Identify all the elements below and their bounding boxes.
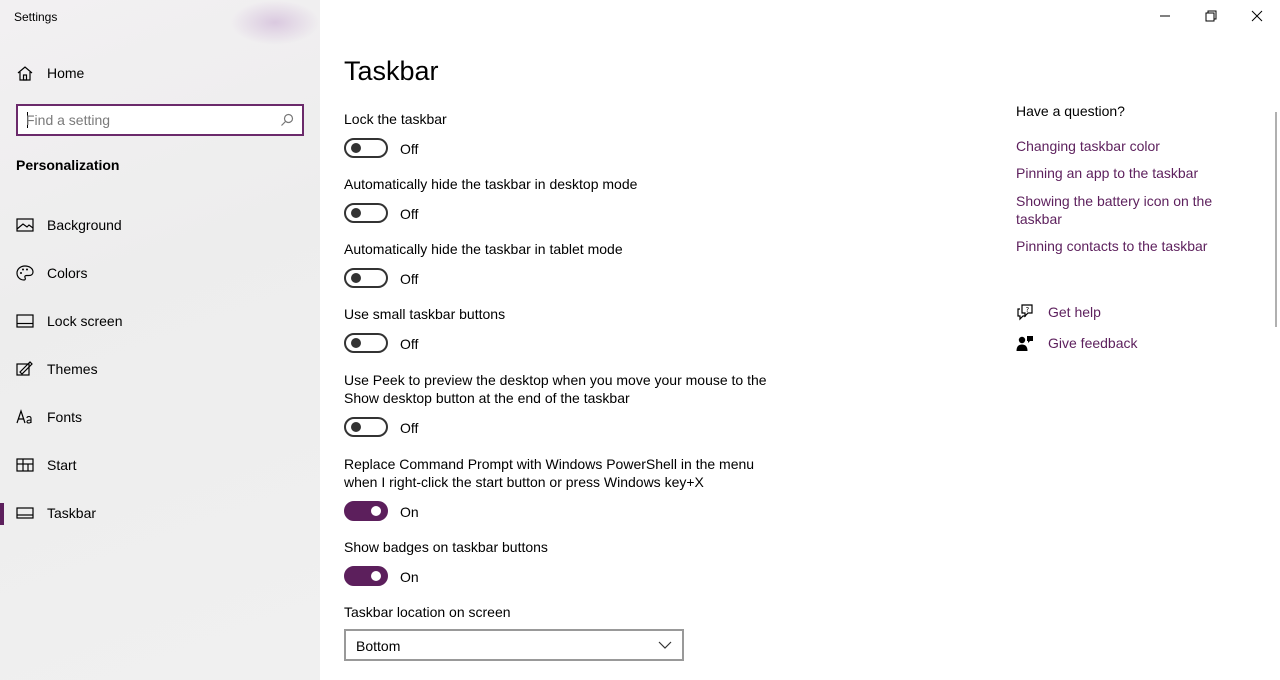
- section-title: Personalization: [16, 157, 120, 173]
- toggle-knob: [351, 273, 361, 283]
- chevron-down-icon: [658, 639, 672, 651]
- sidebar-item-label: Start: [47, 457, 77, 473]
- toggle-knob: [371, 506, 381, 516]
- toggle-state-text: Off: [400, 420, 419, 436]
- toggle-knob: [351, 422, 361, 432]
- setting-label-autohide-desktop: Automatically hide the taskbar in desktop mode: [344, 176, 638, 192]
- restore-button[interactable]: [1188, 0, 1234, 32]
- toggle-lock-taskbar[interactable]: [344, 138, 388, 158]
- toggle-knob: [351, 338, 361, 348]
- taskbar-icon: [16, 505, 34, 521]
- toggle-badges[interactable]: [344, 566, 388, 586]
- help-link-battery-icon[interactable]: Showing the battery icon on the taskbar: [1016, 193, 1213, 227]
- minimize-icon: [1159, 10, 1171, 22]
- setting-label-small-buttons: Use small taskbar buttons: [344, 306, 506, 322]
- setting-label-peek: Use Peek to preview the desktop when you move your mouse to the Show desktop button at the end of the taskbar: [344, 372, 767, 406]
- setting-label-badges: Show badges on taskbar buttons: [344, 539, 548, 555]
- svg-text:?: ?: [1025, 305, 1030, 314]
- toggle-state-text: On: [400, 569, 419, 585]
- search-input[interactable]: [26, 111, 276, 129]
- sidebar-item-label: Taskbar: [47, 505, 97, 521]
- fonts-icon: [16, 409, 34, 425]
- sidebar-item-themes[interactable]: [0, 349, 320, 389]
- close-button[interactable]: [1234, 0, 1280, 32]
- sidebar-item-colors[interactable]: [0, 253, 320, 293]
- sidebar-item-background[interactable]: [0, 205, 320, 245]
- help-heading: Have a question?: [1016, 103, 1125, 119]
- sidebar-item-fonts[interactable]: [0, 397, 320, 437]
- toggle-powershell[interactable]: [344, 501, 388, 521]
- dropdown-value: Bottom: [356, 638, 401, 654]
- help-link-taskbar-color[interactable]: Changing taskbar color: [1016, 138, 1160, 154]
- toggle-state-text: Off: [400, 336, 419, 352]
- toggle-small-buttons[interactable]: [344, 333, 388, 353]
- setting-label-powershell: Replace Command Prompt with Windows PowerShell in the menu when I right-click the start button or press Windows key+X: [344, 456, 755, 490]
- feedback-icon: [1016, 334, 1034, 352]
- give-feedback-link[interactable]: [1016, 332, 1216, 356]
- toggle-knob: [371, 571, 381, 581]
- taskbar-location-dropdown[interactable]: [344, 629, 684, 661]
- lock-screen-icon: [16, 313, 34, 329]
- toggle-state-text: Off: [400, 141, 419, 157]
- start-icon: [16, 457, 34, 473]
- home-icon: [16, 65, 34, 81]
- toggle-state-text: On: [400, 504, 419, 520]
- home-nav-item[interactable]: [0, 56, 320, 90]
- get-help-icon: [1016, 303, 1034, 321]
- sidebar-item-label: Background: [47, 217, 122, 233]
- help-link-pin-contacts[interactable]: Pinning contacts to the taskbar: [1016, 238, 1208, 254]
- toggle-state-text: Off: [400, 206, 419, 222]
- give-feedback-label: Give feedback: [1048, 335, 1138, 351]
- sidebar-item-label: Fonts: [47, 409, 83, 425]
- search-box[interactable]: [16, 104, 304, 136]
- sidebar: [0, 0, 320, 680]
- picture-icon: [16, 217, 34, 233]
- restore-icon: [1205, 10, 1217, 22]
- sidebar-item-label: Lock screen: [47, 313, 123, 329]
- toggle-state-text: Off: [400, 271, 419, 287]
- scrollbar[interactable]: [1275, 112, 1277, 327]
- sidebar-item-label: Themes: [47, 361, 98, 377]
- toggle-autohide-desktop[interactable]: [344, 203, 388, 223]
- close-icon: [1251, 10, 1263, 22]
- sidebar-item-lock-screen[interactable]: [0, 301, 320, 341]
- get-help-label: Get help: [1048, 304, 1101, 320]
- themes-icon: [16, 361, 34, 377]
- sidebar-item-taskbar[interactable]: [0, 493, 320, 533]
- setting-label-autohide-tablet: Automatically hide the taskbar in tablet mode: [344, 241, 623, 257]
- taskbar-location-label: Taskbar location on screen: [344, 604, 511, 620]
- home-label: Home: [47, 65, 85, 81]
- toggle-knob: [351, 208, 361, 218]
- page-title: Taskbar: [344, 56, 439, 86]
- sidebar-item-start[interactable]: [0, 445, 320, 485]
- toggle-peek[interactable]: [344, 417, 388, 437]
- minimize-button[interactable]: [1142, 0, 1188, 32]
- app-title: Settings: [14, 10, 58, 24]
- get-help-link[interactable]: [1016, 301, 1216, 325]
- palette-icon: [16, 265, 34, 281]
- toggle-autohide-tablet[interactable]: [344, 268, 388, 288]
- search-icon[interactable]: [280, 113, 294, 127]
- help-link-pin-app[interactable]: Pinning an app to the taskbar: [1016, 165, 1199, 181]
- toggle-knob: [351, 143, 361, 153]
- setting-label-lock-taskbar: Lock the taskbar: [344, 111, 447, 127]
- sidebar-item-label: Colors: [47, 265, 88, 281]
